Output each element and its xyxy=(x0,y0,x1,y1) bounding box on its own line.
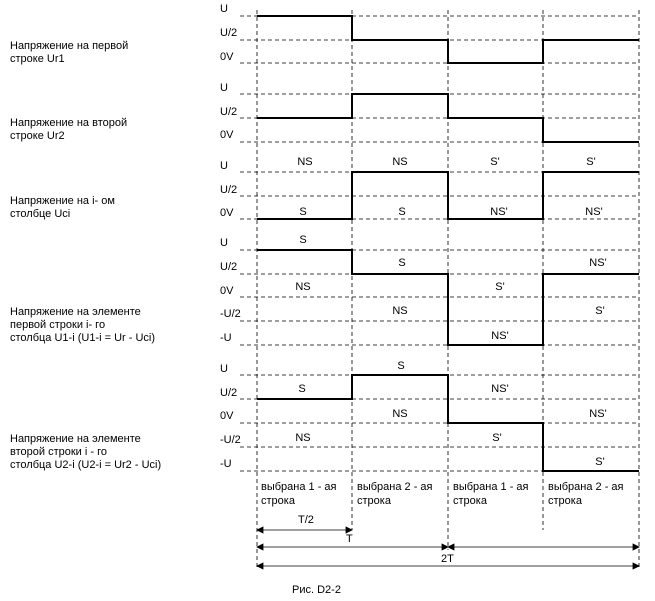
state-annotation: S xyxy=(298,383,306,395)
level-label: U/2 xyxy=(220,106,238,118)
state-annotation: NS' xyxy=(589,257,607,269)
state-annotation: S xyxy=(299,206,307,218)
level-label: U xyxy=(220,3,228,15)
state-annotation: S' xyxy=(595,305,605,317)
signal-label-ur2: Напряжение на второй строке Ur2 xyxy=(10,117,128,142)
time-marker-2t: 2T xyxy=(441,553,454,565)
level-label: 0V xyxy=(220,410,234,422)
phase-label: выбрана 1 - ая xyxy=(453,481,529,493)
state-annotation: NS' xyxy=(491,383,509,395)
state-annotation: S xyxy=(398,206,406,218)
level-label: U/2 xyxy=(220,387,238,399)
level-label: 0V xyxy=(220,51,234,63)
signal-label-ur1: Напряжение на первой строке Ur1 xyxy=(10,40,129,65)
state-annotation: NS' xyxy=(490,206,508,218)
state-annotation: S xyxy=(299,234,307,246)
state-annotation: S' xyxy=(492,432,502,444)
signal-label-u2i: Напряжение на элементе второй строки i - го столбца U2-i (U2-i = Ur2 - Uci) xyxy=(10,433,162,471)
waveform-ur1 xyxy=(257,16,639,63)
waveform-u2i xyxy=(257,375,639,471)
phase-label: строка xyxy=(261,495,295,507)
signal-label-uci: Напряжение на i- ом столбце Uci xyxy=(10,195,115,220)
phase-label: выбрана 2 - ая xyxy=(548,481,624,493)
state-annotation: NS xyxy=(295,432,311,444)
state-annotation: S' xyxy=(595,456,605,468)
level-label: U xyxy=(220,82,228,94)
state-annotation: S' xyxy=(495,281,505,293)
waveform-ur2 xyxy=(257,94,639,142)
state-annotation: NS xyxy=(392,156,408,168)
state-annotation: S' xyxy=(490,156,500,168)
state-annotation: NS xyxy=(392,305,408,317)
phase-label: строка xyxy=(357,495,391,507)
level-label: U/2 xyxy=(220,27,238,39)
level-label: U xyxy=(220,237,228,249)
level-labels xyxy=(220,3,241,470)
state-annotation: NS xyxy=(295,281,311,293)
level-label: 0V xyxy=(220,129,234,141)
state-annotation: S xyxy=(398,257,406,269)
phase-label: строка xyxy=(453,495,487,507)
level-label: U/2 xyxy=(220,184,238,196)
waveform-uci xyxy=(257,172,639,219)
state-annotation: NS' xyxy=(589,408,607,420)
signal-label-u1i: Напряжение на элементе первой строки i- го столбца U1-i (U1-i = Ur - Uci) xyxy=(10,306,156,344)
level-label: -U/2 xyxy=(220,434,241,446)
level-label: -U/2 xyxy=(220,308,241,320)
state-annotation: NS' xyxy=(491,330,509,342)
phase-label: выбрана 1 - ая xyxy=(261,481,337,493)
phase-label: строка xyxy=(548,495,582,507)
level-label: -U xyxy=(220,332,232,344)
state-annotation: NS xyxy=(392,408,408,420)
annotations xyxy=(295,156,606,468)
level-label: U/2 xyxy=(220,261,238,273)
time-marker-t-half: T/2 xyxy=(298,514,314,526)
level-label: -U xyxy=(220,458,232,470)
level-label: 0V xyxy=(220,207,234,219)
time-marker-t: T xyxy=(346,533,353,545)
level-label: U xyxy=(220,363,228,375)
phase-labels xyxy=(261,481,624,507)
level-label: U xyxy=(220,160,228,172)
state-annotation: NS xyxy=(297,156,313,168)
state-annotation: NS' xyxy=(585,206,603,218)
state-annotation: S xyxy=(397,360,405,372)
state-annotation: S' xyxy=(586,156,596,168)
figure-caption: Рис. D2-2 xyxy=(292,584,341,596)
level-label: 0V xyxy=(220,285,234,297)
phase-label: выбрана 2 - ая xyxy=(357,481,433,493)
